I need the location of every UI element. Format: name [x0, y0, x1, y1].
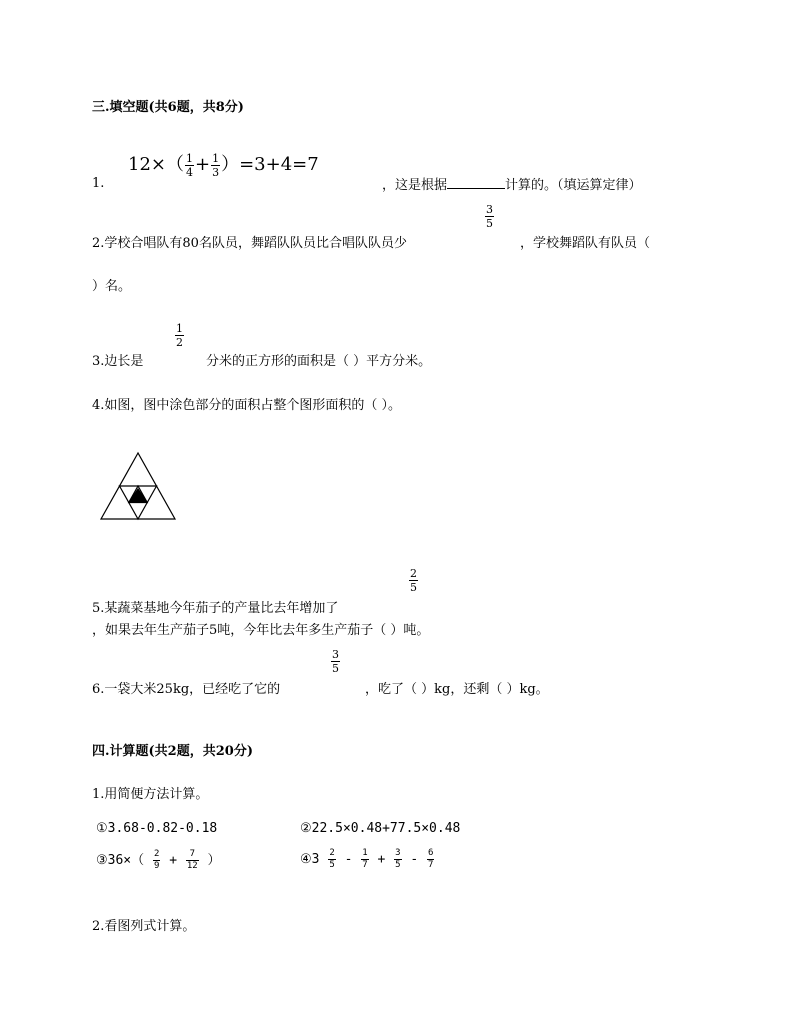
q5-fraction-numerator: 2 — [410, 567, 417, 580]
calc-item-4-fraction-2 — [361, 849, 368, 870]
q5-line2: ，如果去年生产茄子5吨，今年比去年多生产茄子（ ）吨。 — [92, 623, 430, 638]
calc-item-4-lead: ④3 — [300, 852, 320, 867]
q1-formula-tail: ）=3+4=7 — [221, 154, 319, 175]
calc-item-3-fraction-2-denominator: 12 — [186, 861, 198, 871]
calc-item-4-fraction-2-numerator: 1 — [362, 848, 368, 858]
q6-fraction-numerator: 3 — [332, 648, 339, 661]
q1-text-b: 计算的。（填运算定律） — [505, 178, 642, 193]
calc-item-4-fraction-1-numerator: 2 — [329, 848, 335, 858]
calc-item-4-fraction-3-denominator: 5 — [395, 860, 401, 870]
q6-fraction — [330, 649, 341, 674]
q3-fraction — [174, 323, 185, 348]
q2-line1: 2.学校合唱队有80名队员，舞蹈队队员比合唱队队员少 — [92, 236, 407, 251]
q1-text-a: ，这是根据 — [382, 178, 448, 193]
q1-fraction-1-numerator: 1 — [186, 151, 193, 165]
q2-line2: ）名。 — [92, 279, 132, 294]
q5-fraction-denominator: 5 — [410, 581, 417, 594]
calc-item-4-fraction-3-numerator: 3 — [395, 848, 401, 858]
shaded-triangle — [128, 488, 148, 503]
q1-formula — [128, 150, 319, 178]
calc-item-3-fraction-1 — [153, 850, 160, 871]
calc-item-1: ①3.68-0.82-0.18 — [96, 821, 218, 836]
q1-fraction-2-denominator: 3 — [212, 165, 220, 179]
q3-fraction-denominator: 2 — [176, 336, 183, 349]
calc-item-3 — [96, 849, 221, 871]
q1-formula-plus: + — [195, 154, 211, 175]
calc-item-3-fraction-2-numerator: 7 — [189, 849, 195, 859]
q2-fraction-denominator: 5 — [486, 217, 493, 230]
calc-item-3-plus: + — [169, 853, 178, 868]
calc-item-4-fraction-1 — [328, 849, 335, 870]
s4-q2-text: 2.看图列式计算。 — [92, 919, 196, 934]
q1-formula-lead: 12×（ — [128, 154, 184, 175]
calc-item-4-fraction-1-denominator: 5 — [329, 860, 335, 870]
q1-fraction-2-numerator: 1 — [212, 151, 220, 165]
calc-item-4-op3: - — [410, 852, 419, 867]
calc-item-4-fraction-4-numerator: 6 — [428, 848, 434, 858]
q6-tail: ，吃了（ ）kg，还剩（ ）kg。 — [365, 682, 549, 697]
calc-item-4-op1: - — [344, 852, 353, 867]
q4-triangle-figure — [98, 450, 178, 522]
q6-fraction-denominator: 5 — [332, 662, 339, 675]
calc-item-4-op2: + — [377, 852, 386, 867]
q3-lead: 3.边长是 — [92, 354, 144, 369]
calc-item-4 — [300, 849, 435, 870]
q2-line1-tail: ，学校舞蹈队有队员（ — [520, 236, 651, 251]
calc-item-3-fraction-2 — [186, 850, 199, 871]
q1-fraction-2 — [211, 153, 220, 178]
q3-fraction-numerator: 1 — [176, 322, 183, 335]
s4-q1-text: 1.用简便方法计算。 — [92, 787, 209, 802]
q5-fraction — [408, 568, 419, 593]
q2-fraction-numerator: 3 — [486, 203, 493, 216]
calc-item-3-fraction-1-numerator: 2 — [153, 849, 160, 859]
q1-text — [382, 174, 642, 193]
q4-text: 4.如图，图中涂色部分的面积占整个图形面积的（ ）。 — [92, 398, 402, 413]
calc-item-3-fraction-1-denominator: 9 — [153, 861, 160, 871]
calc-item-4-fraction-2-denominator: 7 — [362, 860, 368, 870]
q6-lead: 6.一袋大米25kg，已经吃了它的 — [92, 682, 281, 697]
q1-number: 1. — [92, 176, 105, 191]
q5-line1: 5.某蔬菜基地今年茄子的产量比去年增加了 — [92, 601, 339, 616]
section-3-title: 三.填空题(共6题，共8分) — [92, 100, 244, 115]
calc-item-3-lead: ③36×（ — [96, 853, 145, 868]
calc-item-3-tail: ） — [207, 853, 221, 868]
q1-fraction-1-denominator: 4 — [186, 165, 193, 179]
section-4-title: 四.计算题(共2题，共20分) — [92, 744, 253, 759]
q1-answer-blank — [447, 177, 505, 189]
calc-item-4-fraction-4 — [427, 849, 434, 870]
calc-item-2: ②22.5×0.48+77.5×0.48 — [300, 821, 461, 836]
calc-item-4-fraction-4-denominator: 7 — [428, 860, 434, 870]
calc-item-4-fraction-3 — [394, 849, 401, 870]
q2-fraction — [484, 204, 495, 229]
q1-fraction-1 — [185, 153, 194, 178]
q3-tail: 分米的正方形的面积是（ ）平方分米。 — [206, 354, 432, 369]
